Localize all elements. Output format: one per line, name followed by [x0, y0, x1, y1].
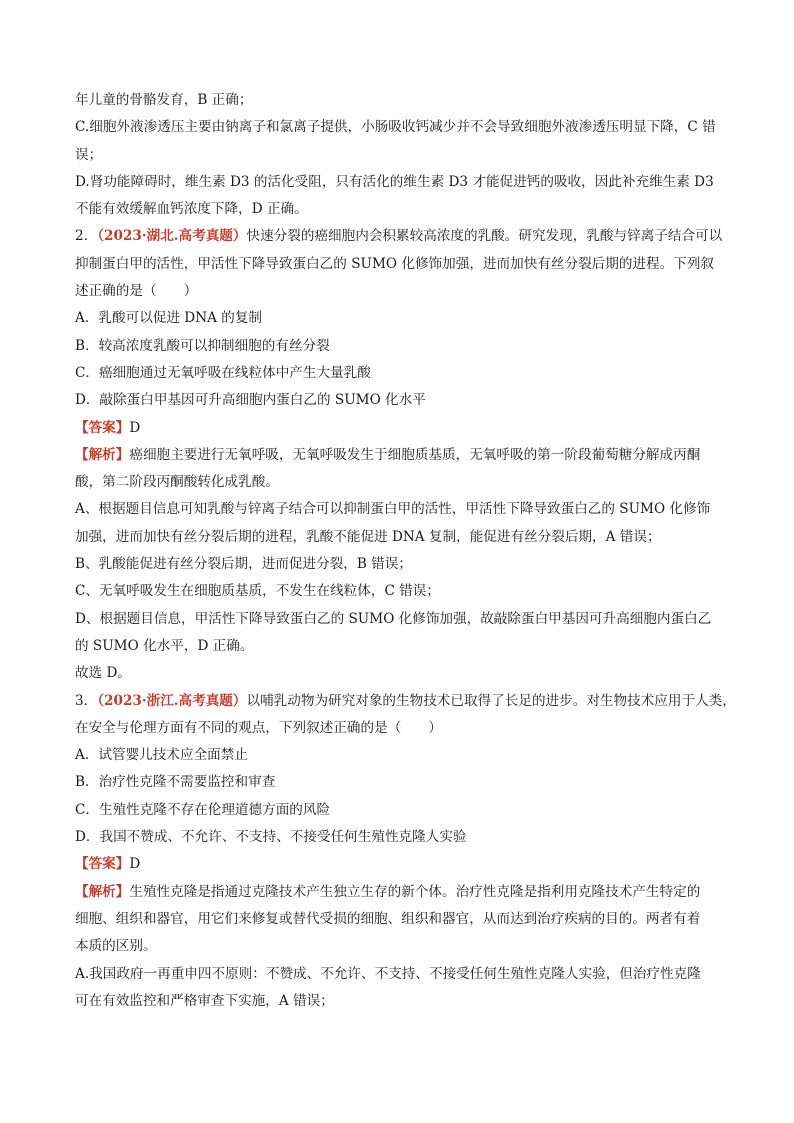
- analysis-line: [75, 882, 725, 903]
- text-line: A.我国政府一再重申四不原则：不赞成、不允许、不支持、不接受任何生殖性克隆人实验，但治疗性克隆: [75, 965, 701, 982]
- question-2-stem: [75, 226, 725, 247]
- analysis-text: 生殖性克隆是指通过克隆技术产生独立生存的新个体。治疗性克隆是指利用克隆技术产生特定的: [129, 883, 701, 900]
- text-line: C.细胞外液渗透压主要由钠离子和氯离子提供，小肠吸收钙减少并不会导致细胞外液渗透压明显下降，C 错: [75, 119, 716, 136]
- question-number: 3．: [75, 692, 98, 709]
- analysis-tag: 【解析】: [75, 446, 130, 463]
- document-page: [75, 90, 736, 1018]
- conclusion-line: 故选 D。: [75, 665, 132, 682]
- answer-line: [75, 854, 725, 875]
- text-line: 细胞、组织和器官，用它们来修复或替代受损的细胞、组织和器官，从而达到治疗疾病的目的。两者有着: [75, 910, 701, 927]
- text-line: A、根据题目信息可知乳酸与锌离子结合可以抑制蛋白甲的活性，甲活性下降导致蛋白乙的 SUMO 化修饰: [75, 501, 711, 518]
- analysis-text: 癌细胞主要进行无氧呼吸，无氧呼吸发生于细胞质基质，无氧呼吸的第一阶段葡萄糖分解成丙酮: [129, 446, 701, 463]
- option-b: B．较高浓度乳酸可以抑制细胞的有丝分裂: [75, 337, 330, 354]
- question-source: （2023·浙江.高考真题）: [97, 692, 247, 709]
- text-line: 抑制蛋白甲的活性，甲活性下降导致蛋白乙的 SUMO 化修饰加强，进而加快有丝分裂后期的进程。下列叙: [75, 255, 715, 272]
- text-line: 述正确的是（ ）: [75, 283, 198, 300]
- text-line: D、根据题目信息，甲活性下降导致蛋白乙的 SUMO 化修饰加强，故敲除蛋白甲基因可升高细胞内蛋白乙: [75, 610, 712, 627]
- analysis-line: [75, 445, 725, 466]
- text-line: 误；: [75, 146, 103, 163]
- option-a: A．试管婴儿技术应全面禁止: [75, 747, 248, 764]
- text-line: 酸，第二阶段丙酮酸转化成乳酸。: [75, 474, 279, 491]
- analysis-tag: 【解析】: [75, 883, 130, 900]
- text-line: 年儿童的骨骼发育，B 正确；: [75, 92, 253, 108]
- text-line: C、无氧呼吸发生在细胞质基质，不发生在线粒体，C 错误；: [75, 583, 440, 600]
- option-c: C．癌细胞通过无氧呼吸在线粒体中产生大量乳酸: [75, 364, 371, 381]
- answer-value: D: [129, 419, 141, 436]
- option-b: B．治疗性克隆不需要监控和审查: [75, 774, 276, 791]
- stem-text: 快速分裂的癌细胞内会积累较高浓度的乳酸。研究发现，乳酸与锌离子结合可以: [246, 228, 723, 245]
- question-3-stem: [75, 691, 736, 712]
- option-c: C．生殖性克隆不存在伦理道德方面的风险: [75, 801, 331, 818]
- text-line: 的 SUMO 化水平，D 正确。: [75, 637, 254, 654]
- option-d: D．我国不赞成、不允许、不支持、不接受任何生殖性克隆人实验: [75, 829, 467, 846]
- answer-line: [75, 418, 725, 439]
- option-d: D．敲除蛋白甲基因可升高细胞内蛋白乙的 SUMO 化水平: [75, 392, 426, 409]
- question-number: 2．: [75, 228, 98, 245]
- answer-tag: 【答案】: [75, 856, 130, 873]
- answer-value: D: [129, 856, 141, 873]
- text-line: D.肾功能障碍时，维生素 D3 的活化受阻，只有活化的维生素 D3 才能促进钙的吸收，因此补充维生素 D3: [75, 173, 714, 190]
- option-a: A．乳酸可以促进 DNA 的复制: [75, 310, 263, 327]
- text-line: 加强，进而加快有丝分裂后期的进程，乳酸不能促进 DNA 复制，能促进有丝分裂后期，A 错误；: [75, 528, 661, 545]
- text-line: 不能有效缓解血钙浓度下降，D 正确。: [75, 201, 308, 218]
- text-line: 本质的区别。: [75, 938, 157, 955]
- answer-tag: 【答案】: [75, 419, 130, 436]
- stem-text: 以哺乳动物为研究对象的生物技术已取得了长足的进步。对生物技术应用于人类，: [246, 692, 736, 709]
- question-source: （2023·湖北.高考真题）: [97, 228, 247, 245]
- text-line: B、乳酸能促进有丝分裂后期，进而促进分裂，B 错误；: [75, 556, 412, 573]
- text-line: 在安全与伦理方面有不同的观点，下列叙述正确的是（ ）: [75, 719, 443, 736]
- text-line: 可在有效监控和严格审查下实施，A 错误；: [75, 992, 334, 1009]
